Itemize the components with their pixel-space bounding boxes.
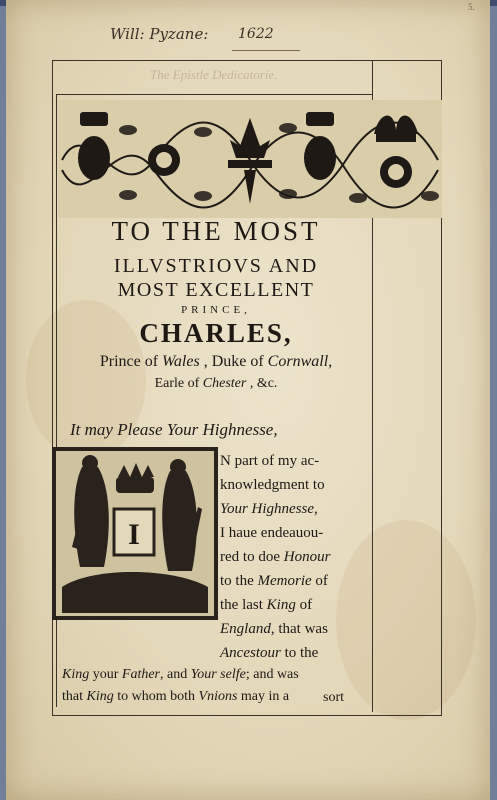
body-line-10 bbox=[62, 667, 299, 683]
body-italic: Honour bbox=[283, 549, 331, 565]
body-italic: King bbox=[62, 667, 90, 682]
body-text: , bbox=[314, 501, 318, 517]
subtitle-text: Earle of bbox=[154, 376, 203, 391]
body-text: of bbox=[295, 597, 313, 613]
body-text: , that was bbox=[270, 621, 328, 637]
body-text: ; and was bbox=[245, 667, 299, 682]
body-line-8 bbox=[220, 621, 328, 638]
body-text: of bbox=[311, 573, 328, 589]
address-salutation: It may Please Your Highnesse, bbox=[70, 420, 278, 439]
body-text: that bbox=[62, 689, 87, 704]
show-through-text: The Epistle Dedicatorie. bbox=[150, 67, 278, 82]
body-text: the last bbox=[220, 597, 267, 613]
subtitle-line-2 bbox=[60, 376, 372, 392]
body-line-4 bbox=[220, 525, 323, 542]
body-line-5 bbox=[220, 549, 330, 566]
body-italic: Ancestour bbox=[220, 645, 281, 661]
body-italic: Memorie bbox=[257, 573, 312, 589]
body-italic: King bbox=[266, 597, 296, 613]
body-line-2 bbox=[220, 477, 325, 494]
body-italic: King bbox=[86, 689, 114, 704]
body-text: red to doe bbox=[220, 549, 284, 565]
catchword: sort bbox=[323, 690, 344, 705]
subtitle-text: Prince of bbox=[99, 353, 163, 370]
body-text: your bbox=[89, 667, 122, 682]
drop-cap-letter: I bbox=[128, 518, 140, 551]
body-line-3 bbox=[220, 501, 318, 518]
subtitle-line-1 bbox=[60, 353, 372, 371]
body-line-7 bbox=[220, 597, 312, 614]
subtitle-italic: Chester bbox=[202, 376, 247, 391]
subtitle-italic: Cornwall, bbox=[267, 353, 333, 370]
body-italic: Father bbox=[121, 667, 161, 682]
subtitle-text: , &c. bbox=[246, 376, 278, 391]
subtitle-italic: Wales bbox=[162, 353, 200, 370]
signature-year: 1622 bbox=[238, 26, 274, 42]
body-line-6 bbox=[220, 573, 328, 590]
title-charles: CHARLES, bbox=[139, 318, 293, 348]
body-text: , and bbox=[160, 667, 191, 682]
body-text: I haue endeauou- bbox=[220, 525, 324, 541]
body-italic: Your selfe bbox=[190, 667, 246, 682]
body-line-9 bbox=[220, 645, 318, 662]
handwritten-signature bbox=[100, 20, 430, 50]
body-italic: Your Highnesse bbox=[220, 501, 315, 517]
signature-underline bbox=[232, 50, 300, 51]
body-italic: Vnions bbox=[198, 689, 238, 704]
body-line-11 bbox=[62, 689, 289, 705]
body-text: knowledgment to bbox=[220, 477, 325, 493]
body-text: to whom both bbox=[113, 689, 199, 704]
body-text: to the bbox=[280, 645, 319, 661]
body-text: may in a bbox=[237, 689, 290, 704]
body-text: to the bbox=[220, 573, 258, 589]
woodcut-initial-illustration bbox=[52, 447, 218, 620]
title-line-3: MOST EXCELLENT bbox=[117, 279, 315, 301]
subtitle-text: , Duke of bbox=[199, 353, 268, 370]
ornamental-headpiece bbox=[58, 100, 442, 218]
page-mark: 5. bbox=[468, 2, 475, 12]
signature-name: Will: Pyzane: bbox=[110, 25, 209, 43]
body-text: N part of my ac- bbox=[220, 453, 320, 469]
body-line-1 bbox=[220, 453, 319, 470]
title-line-2: ILLVSTRIOVS AND bbox=[113, 255, 319, 277]
title-line-1: TO THE MOST bbox=[111, 216, 321, 246]
body-italic: England bbox=[220, 621, 271, 637]
title-line-4: PRINCE, bbox=[181, 304, 251, 316]
